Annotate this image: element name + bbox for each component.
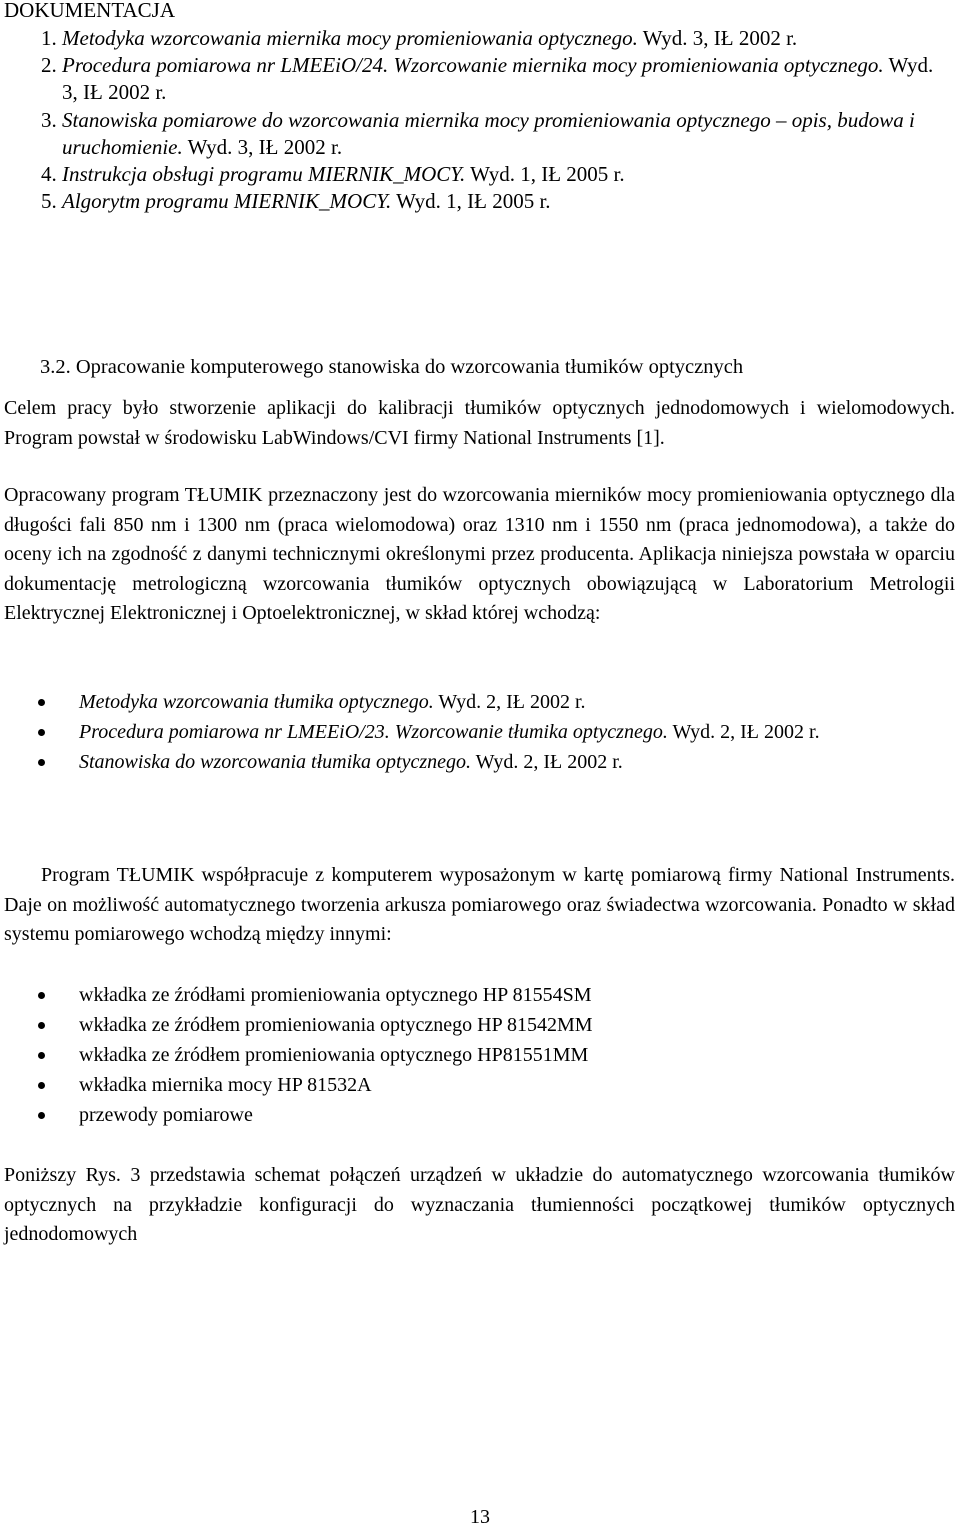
doc-edition: Wyd. 1, IŁ 2005 r. [391, 189, 551, 214]
doc-title: Procedura pomiarowa nr LMEEiO/23. Wzorcowanie tłumika optycznego. [79, 721, 668, 743]
doc-title: Metodyka wzorcowania tłumika optycznego. [79, 691, 434, 713]
paragraph-system-components: Program TŁUMIK współpracuje z komputerem wyposażonym w kartę pomiarową firmy National Instruments. Daje on możliwość automatycznego tworzenia arkusza pomiarowego oraz świadectwa wzorcowania. Ponadto w skład systemu pomiarowego wchodzą między innymi: [4, 864, 955, 945]
list-item [79, 717, 955, 747]
documentation-list [4, 25, 954, 215]
doc-edition: Wyd. 2, IŁ 2002 r. [667, 721, 820, 743]
doc-edition: Wyd. 2, IŁ 2002 r. [433, 691, 586, 713]
doc-title: Instrukcja obsługi programu MIERNIK_MOCY. [62, 162, 466, 187]
doc-title: Stanowiska pomiarowe do wzorcowania miernika mocy promieniowania optycznego – opis, budowa i uruchomienie. [62, 107, 915, 159]
list-item: wkładka ze źródłem promieniowania optycznego HP 81542MM [79, 1010, 955, 1040]
list-item: wkładka ze źródłem promieniowania optycznego HP81551MM [79, 1040, 955, 1070]
doc-edition: Wyd. 3, IŁ 2002 r. [637, 26, 798, 50]
documentation-item [62, 161, 954, 188]
documentation-item [62, 107, 954, 161]
documentation-item [62, 188, 954, 215]
doc-edition: Wyd. 2, IŁ 2002 r. [471, 751, 623, 773]
section-title: 3.2. Opracowanie komputerowego stanowiska do wzorcowania tłumików optycznych [40, 356, 744, 378]
equipment-list [4, 980, 955, 1130]
attenuator-docs-list [4, 687, 955, 777]
doc-title: Algorytm programu MIERNIK_MOCY. [62, 189, 392, 214]
documentation-heading: DOKUMENTACJA [4, 0, 175, 22]
doc-title: Metodyka wzorcowania miernika mocy promieniowania optycznego. [62, 26, 638, 50]
list-item: wkładka miernika mocy HP 81532A [79, 1070, 955, 1100]
page-number: 13 [470, 1506, 490, 1528]
list-item: wkładka ze źródłami promieniowania optycznego HP 81554SM [79, 980, 955, 1010]
paragraph-program-description: Opracowany program TŁUMIK przeznaczony jest do wzorcowania mierników mocy promieniowania optycznego dla długości fali 850 nm i 1300 nm (praca wielomodowa) oraz 1310 nm i 1550 nm (praca jednomodowa), a także do oceny ich na zgodność z danymi technicznymi określonymi przez producenta. Aplikacja niniejsza powstała w oparciu dokumentację metrologiczną wzorcowania tłumików optycznych obowiązującą w Laboratorium Metrologii Elektrycznej Elektronicznej i Optoelektronicznej, w skład której wchodzą: [4, 484, 955, 624]
doc-edition: Wyd. 1, IŁ 2005 r. [465, 162, 625, 187]
list-item [79, 747, 955, 777]
doc-edition: Wyd. 3, IŁ 2002 r. [182, 134, 343, 159]
doc-title: Procedura pomiarowa nr LMEEiO/24. Wzorcowanie miernika mocy promieniowania optycznego. [62, 53, 884, 78]
doc-title: Stanowiska do wzorcowania tłumika optycznego. [79, 751, 472, 773]
paragraph-purpose: Celem pracy było stworzenie aplikacji do kalibracji tłumików optycznych jednodomowych i wielomodowych. Program powstał w środowisku LabWindows/CVI firmy National Instruments [1]. [4, 397, 955, 449]
paragraph-figure-reference: Poniższy Rys. 3 przedstawia schemat połączeń urządzeń w układzie do automatycznego wzorcowania tłumików optycznych na przykładzie konfiguracji do wyznaczania tłumienności początkowej tłumików optycznych jednodomowych [4, 1164, 955, 1245]
list-item [79, 687, 955, 717]
documentation-item [62, 52, 954, 106]
list-item: przewody pomiarowe [79, 1100, 955, 1130]
documentation-item [62, 25, 954, 52]
doc-edition: Wyd. 3, IŁ 2002 r. [62, 53, 934, 105]
